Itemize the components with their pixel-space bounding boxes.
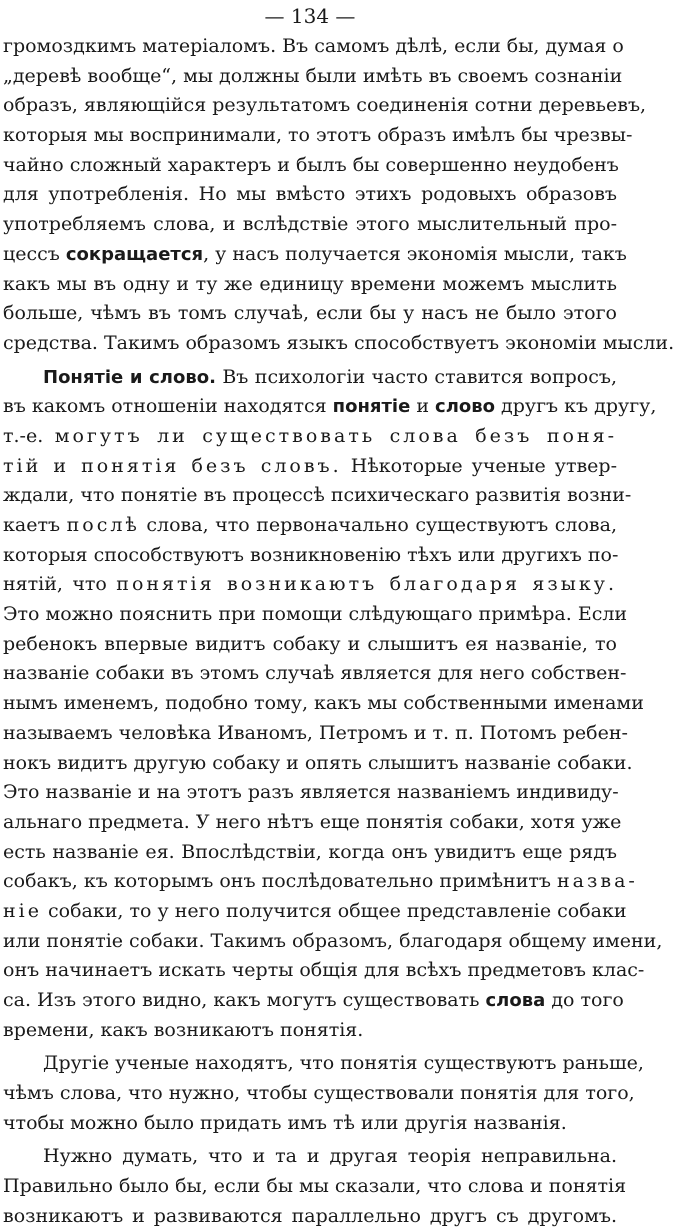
text-line: какъ мы въ одну и ту же единицу времени можемъ мыслить: [3, 272, 617, 295]
text-line: собакъ, къ которымъ онъ послѣдовательно примѣнитъ назва-: [3, 870, 638, 893]
text-line: Это можно пояснить при помощи слѣдующаго примѣра. Если: [3, 603, 628, 626]
text-line: образъ, являющійся результатомъ соединенія сотни деревьевъ,: [3, 94, 647, 117]
text-line: „деревѣ вообще“, мы должны были имѣть въ своемъ сознаніи: [3, 64, 623, 87]
text-line: громоздкимъ матеріаломъ. Въ самомъ дѣлѣ, если бы, думая о: [3, 35, 624, 57]
text-line: называемъ человѣка Иваномъ, Петромъ и т. п. Потомъ ребен-: [3, 721, 628, 744]
paragraph: [3, 1142, 627, 1231]
spaced-text: понятія возникаютъ благодаря языку.: [116, 573, 617, 596]
text-line: чѣмъ слова, что нужно, чтобы существовали понятія для того,: [3, 1082, 635, 1105]
text-line: Нужно думать, что и та и другая теорія неправильна.: [43, 1145, 617, 1168]
text-line: Это названіе и на этотъ разъ является названіемъ индивиду-: [3, 781, 619, 804]
spaced-text: послѣ: [66, 514, 140, 536]
text-line: которыя способствуютъ возникновенію тѣхъ или другихъ по-: [3, 543, 619, 566]
bold-term: понятіе: [332, 396, 411, 418]
text-line: въ какомъ отношеніи находятся понятіе и слово другъ къ другу,: [3, 395, 657, 418]
paragraph: [3, 363, 663, 1046]
text-line: употребляемъ слова, и вслѣдствіе этого мыслительный про-: [3, 213, 617, 236]
spaced-text: могутъ ли существовать слова безъ поня-: [54, 424, 617, 447]
spaced-text: ніе: [3, 899, 42, 922]
spaced-text: тій и понятія безъ словъ.: [3, 454, 342, 477]
text-line: Другіе ученые находятъ, что понятія существуютъ раньше,: [43, 1052, 644, 1075]
text-line: названіе собаки въ этомъ случаѣ является для него собствен-: [3, 662, 627, 685]
text-line: онъ начинаетъ искать черты общія для всѣхъ предметовъ клас-: [3, 959, 645, 982]
text-line: нымъ именемъ, подобно тому, какъ мы собственными именами: [3, 692, 644, 715]
paragraph: [3, 32, 674, 359]
text-line: для употребленія. Но мы вмѣсто этихъ родовыхъ образовъ: [3, 183, 617, 206]
text-line: ждали, что понятіе въ процессѣ психическаго развитія возни-: [3, 484, 632, 507]
text-line: альнаго предмета. У него нѣтъ еще понятія собаки, хотя уже: [3, 810, 622, 833]
text-line: ребенокъ впервые видитъ собаку и слышитъ ея названіе, то: [3, 632, 617, 655]
text-line: нятій, что понятія возникаютъ благодаря языку.: [3, 573, 617, 596]
text-line: Правильно было бы, если бы мы сказали, что слова и понятія: [3, 1175, 627, 1198]
text-line: которыя мы воспринимали, то этотъ образъ имѣлъ бы чрезвы-: [3, 124, 633, 147]
bold-term: слово: [435, 396, 496, 418]
page-number: — 134 —: [264, 4, 356, 28]
text-line: Понятіе и слово. Въ психологіи часто ставится вопросъ,: [43, 365, 617, 388]
text-line: каетъ послѣ слова, что первоначально существуютъ слова,: [3, 514, 618, 536]
section-heading: Понятіе и слово.: [43, 366, 216, 388]
text-line: чайно сложный характеръ и былъ бы совершенно неудобенъ: [3, 153, 619, 176]
text-line: больше, чѣмъ въ томъ случаѣ, если бы у насъ не было этого: [3, 302, 617, 325]
text-line: времени, какъ возникаютъ понятія.: [3, 1018, 364, 1041]
text-line: тій и понятія безъ словъ. Нѣкоторые ученые утвер-: [3, 454, 617, 477]
bold-term: слова: [485, 990, 546, 1011]
body-text: [3, 32, 674, 1232]
text-line: или понятіе собаки. Такимъ образомъ, благодаря общему имени,: [3, 929, 663, 952]
text-line: возникаютъ и развиваются параллельно другъ съ другомъ.: [3, 1204, 617, 1227]
text-line: нокъ видитъ другую собаку и опять слышитъ названіе собаки.: [3, 751, 633, 774]
text-line: са. Изъ этого видно, какъ могутъ существовать слова до того: [3, 989, 624, 1011]
text-line: чтобы можно было придать имъ тѣ или другія названія.: [3, 1111, 567, 1134]
text-line: цессъ сокращается, у насъ получается экономія мысли, такъ: [3, 242, 627, 265]
spaced-text: назва-: [557, 870, 638, 893]
text-line: средства. Такимъ образомъ языкъ способствуетъ экономіи мысли.: [3, 331, 674, 354]
text-line: т.-е. могутъ ли существовать слова безъ поня-: [3, 424, 617, 447]
paragraph: [3, 1049, 644, 1138]
text-line: ніе собаки, то у него получится общее представленіе собаки: [3, 899, 627, 922]
bold-term: сокращается: [65, 243, 204, 265]
text-line: есть названіе ея. Впослѣдствіи, когда онъ увидитъ еще рядъ: [3, 840, 617, 863]
